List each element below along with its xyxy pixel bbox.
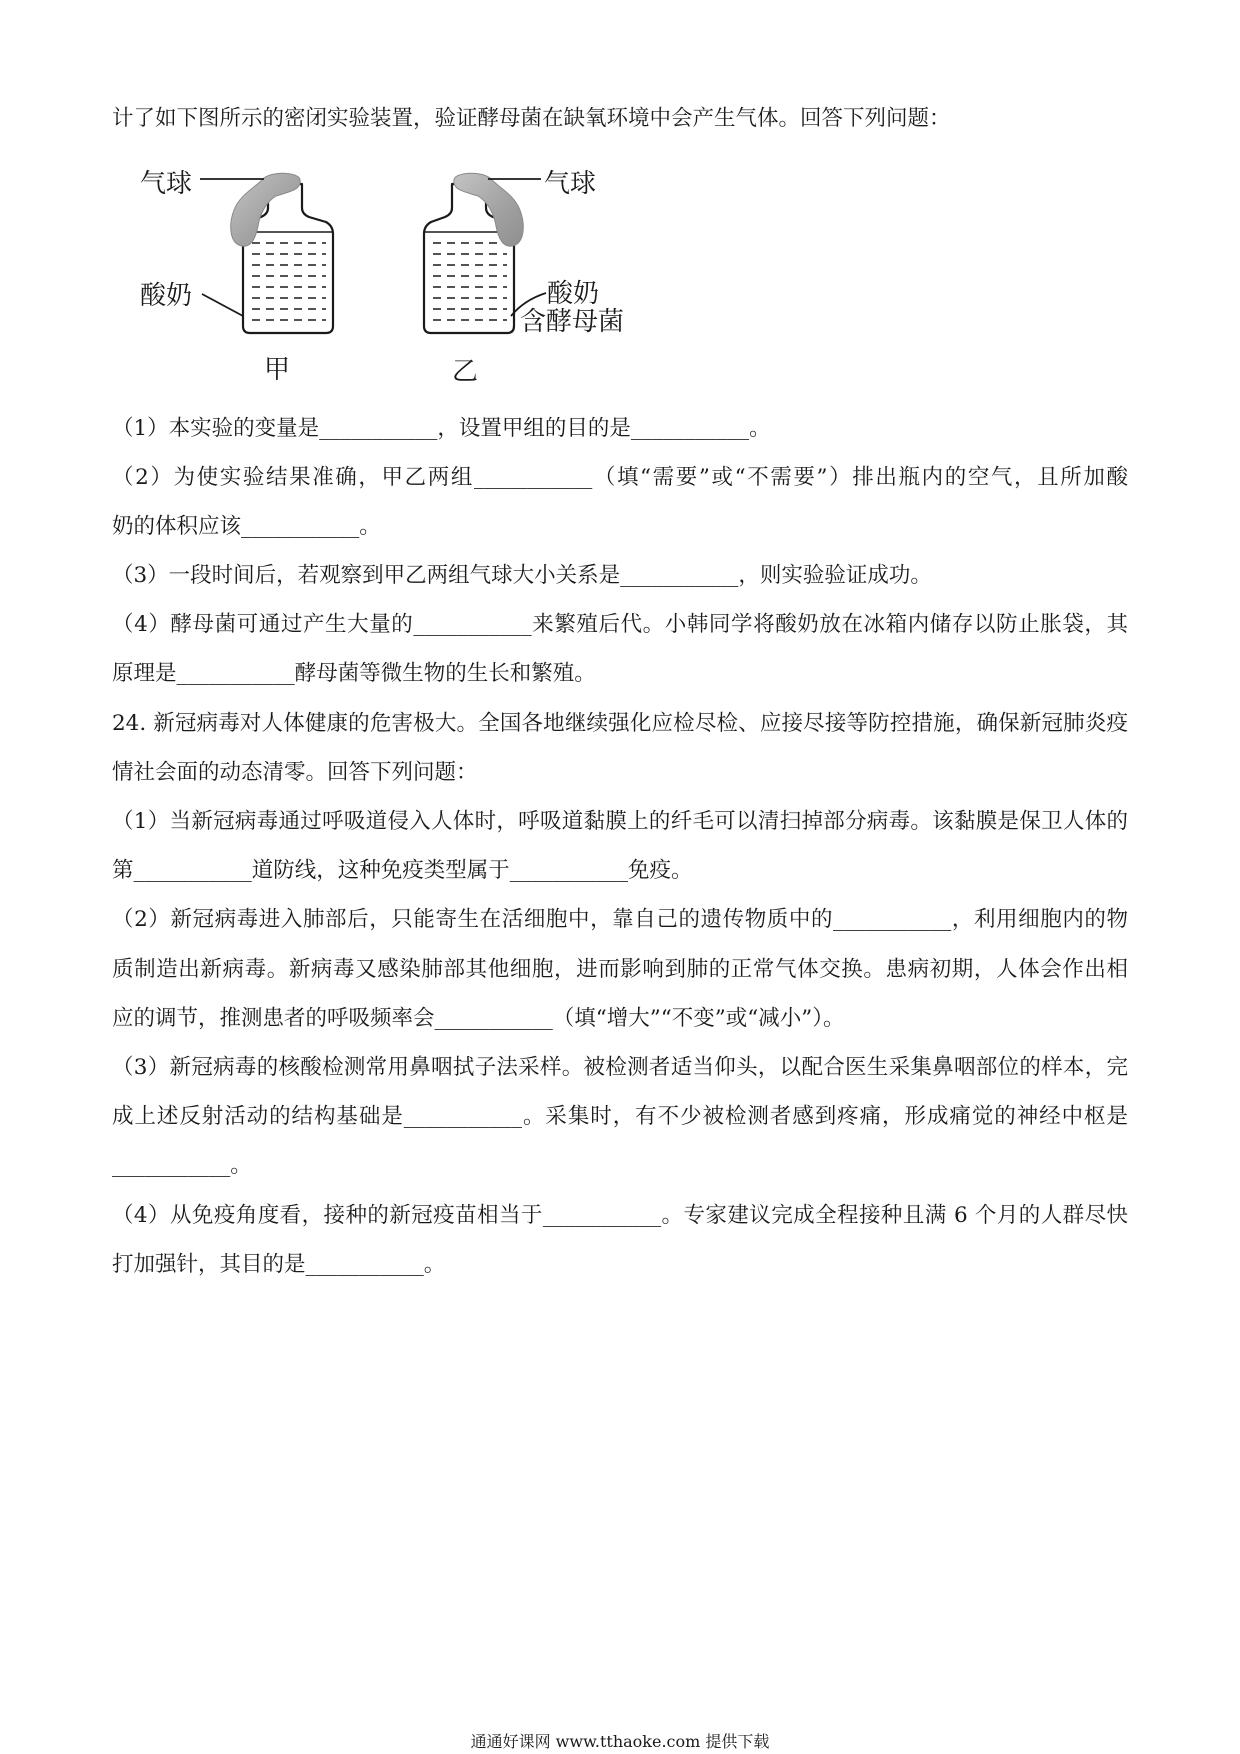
q23-part-1-line-1: （1）本实验的变量是___________，设置甲组的目的是___________。 [112, 415, 771, 441]
q23-part-2-line-1: （2）为使实验结果准确，甲乙两组___________（填“需要”或“不需要”）排出瓶内的空气，且所加酸 [112, 464, 1128, 490]
q24-part-3-line-2: 成上述反射活动的结构基础是___________。采集时，有不少被检测者感到疼痛，形成痛觉的神经中枢是 [112, 1104, 1128, 1130]
q24-part-3-line-3: ___________。 [112, 1153, 252, 1179]
yeast-experiment-figure [0, 140, 700, 400]
q24-part-1-line-1: （1）当新冠病毒通过呼吸道侵入人体时，呼吸道黏膜上的纤毛可以清扫掉部分病毒。该黏膜是保卫人体的 [112, 809, 1128, 834]
q24-stem-line-1: 24. 新冠病毒对人体健康的危害极大。全国各地继续强化应检尽检、应接尽接等防控措施，确保新冠肺炎疫 [112, 710, 1128, 736]
yogurt-leader-jia [202, 294, 243, 316]
caption-yi: 乙 [452, 357, 479, 387]
q23-intro-line: 计了如下图所示的密闭实验装置，验证酵母菌在缺氧环境中会产生气体。回答下列问题： [112, 106, 951, 131]
q24-part-1-line-2: 第___________道防线，这种免疫类型属于___________免疫。 [112, 858, 693, 884]
q24-part-2-line-3: 应的调节，推测患者的呼吸频率会___________（填“增大”“不变”或“减小”）。 [112, 1005, 845, 1031]
q23-part-3-line-1: （3）一段时间后，若观察到甲乙两组气球大小关系是___________，则实验验证成功。 [112, 563, 932, 589]
q24-part-2-line-2: 质制造出新病毒。新病毒又感染肺部其他细胞，进而影响到肺的正常气体交换。患病初期，人体会作出相 [112, 956, 1128, 982]
q24-part-3-line-1: （3）新冠病毒的核酸检测常用鼻咽拭子法采样。被检测者适当仰头，以配合医生采集鼻咽部位的样本，完 [112, 1054, 1128, 1080]
yogurt-label-jia: 酸奶 [140, 281, 193, 311]
caption-jia: 甲 [264, 355, 291, 385]
balloon-label-yi: 气球 [544, 169, 597, 199]
q23-part-2-line-2: 奶的体积应该___________。 [112, 513, 381, 539]
balloon-label-jia: 气球 [140, 169, 193, 199]
q23-part-4-line-1: （4）酵母菌可通过产生大量的___________来繁殖后代。小韩同学将酸奶放在冰箱内储存以防止胀袋，其 [112, 612, 1128, 638]
question-23-intro [112, 94, 1128, 143]
q24-stem-line-2: 情社会面的动态清零。回答下列问题： [112, 759, 478, 785]
yogurt-label-yi: 酸奶 [547, 279, 600, 309]
q24-part-4-line-2: 打加强针，其目的是___________。 [112, 1251, 446, 1277]
bottle-yi-group [424, 169, 624, 387]
questions-body [112, 404, 1128, 1289]
yeast-note-yi: 含酵母菌 [520, 307, 625, 337]
q23-part-4-line-2: 原理是___________酵母菌等微生物的生长和繁殖。 [112, 661, 596, 687]
page-footer: 通通好课网 www.tthaoke.com 提供下载 [470, 1732, 770, 1751]
bottle-jia-group [140, 169, 333, 385]
q24-part-4-line-1: （4）从免疫角度看，接种的新冠疫苗相当于___________。专家建议完成全程接种且满 6 个月的人群尽快 [112, 1202, 1128, 1228]
q24-part-2-line-1: （2）新冠病毒进入肺部后，只能寄生在活细胞中，靠自己的遗传物质中的___________，利用细胞内的物 [112, 907, 1128, 933]
